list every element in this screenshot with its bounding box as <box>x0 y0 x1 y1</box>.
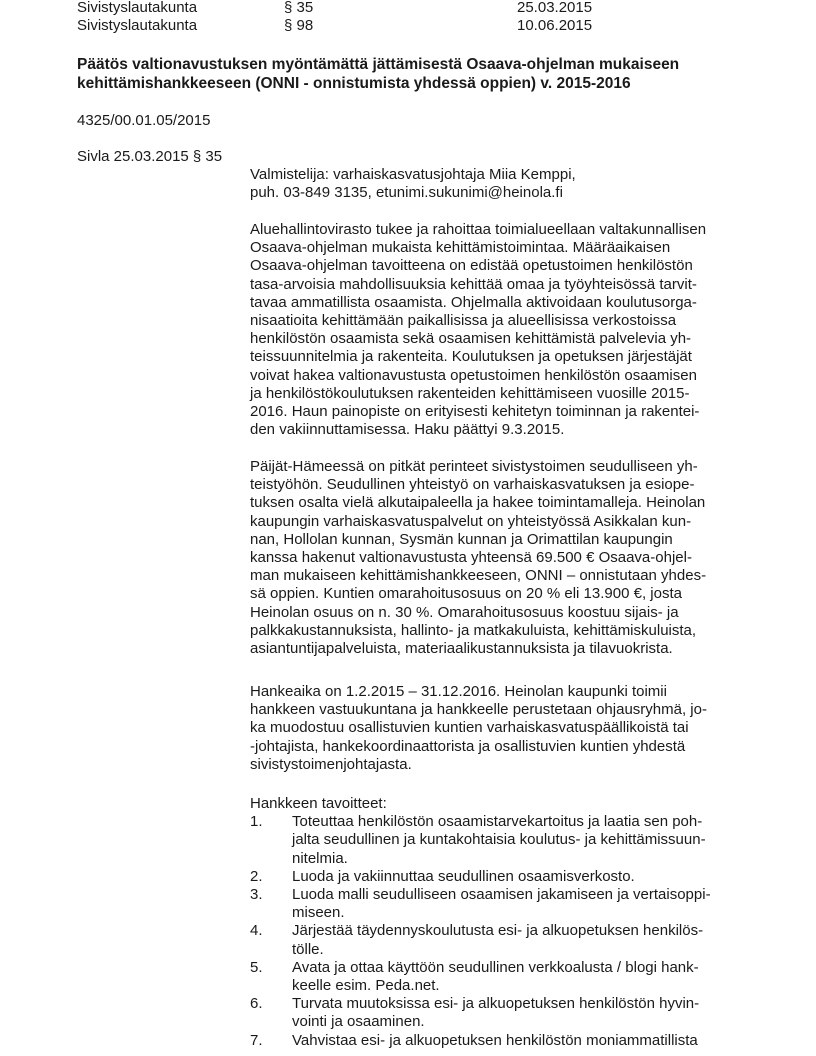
goal-line: Vahvistaa esi- ja alkuopetuksen henkilöstön moniammatillista <box>292 1031 698 1049</box>
goal-item <box>250 959 770 995</box>
goal-line: Turvata muutoksissa esi- ja alkuopetuksen henkilöstön hyvin- <box>292 995 700 1013</box>
record-number: 4325/00.01.05/2015 <box>77 112 211 129</box>
paragraph-line: palkkakustannuksista, hallinto- ja matkakuluista, kehittämiskuluista, <box>250 621 697 639</box>
goal-number: 6. <box>250 995 263 1013</box>
goal-text <box>292 886 770 922</box>
paragraph-funding <box>250 458 770 658</box>
history-row <box>77 17 717 35</box>
history-body: Sivistyslautakunta <box>77 0 198 16</box>
goal-text <box>292 922 770 958</box>
history-section: § 35 <box>284 0 314 16</box>
paragraph-line: den vakiinnuttamisessa. Haku päättyi 9.3.2015. <box>250 421 565 439</box>
goals-section <box>250 795 770 1050</box>
goal-item <box>250 995 770 1031</box>
paragraph-line: man mukaiseen kehittämishankkeeseen, ONNI – onnistutaan yhdes- <box>250 567 707 585</box>
meeting-reference: Sivla 25.03.2015 § 35 <box>77 148 223 165</box>
paragraph-line: Hankeaika on 1.2.2015 – 31.12.2016. Heinolan kaupunki toimii <box>250 683 667 700</box>
paragraph-line: Osaava-ohjelman tavoitteena on edistää opetustoimen henkilöstön <box>250 257 693 275</box>
paragraph-line: ka muodostuu osallistuvien kuntien varhaiskasvatuspäällikoistä tai <box>250 719 689 737</box>
goal-text <box>292 995 770 1031</box>
paragraph-line: ja henkilöstökoulutuksen rakenteiden kehittämiseen vuosille 2015- <box>250 384 690 402</box>
goal-item <box>250 886 770 922</box>
paragraph-line: sä oppien. Kuntien omarahoitusosuus on 20 % eli 13.900 €, josta <box>250 585 682 603</box>
preparer-line: Valmistelija: varhaiskasvatusjohtaja Miia Kemppi, <box>250 166 576 183</box>
goal-number: 4. <box>250 922 263 940</box>
goal-item <box>250 1032 770 1050</box>
history-section: § 98 <box>284 17 314 34</box>
paragraph-line: -johtajista, hankekoordinaattorista ja osallistuvien kuntien yhdestä <box>250 737 686 755</box>
paragraph-line: henkilöstön osaamista sekä osaamisen kehittämistä palvelevia yh- <box>250 330 692 348</box>
title-line: kehittämishankkeeseen (ONNI - onnistumista yhdessä oppien) v. 2015-2016 <box>77 75 631 92</box>
history-date: 25.03.2015 <box>517 0 593 16</box>
goal-text <box>292 959 770 995</box>
paragraph-line: asiantuntijapalveluista, materiaalikustannuksista ja tilavuokrista. <box>250 640 673 658</box>
goal-line: vointi ja osaaminen. <box>292 1013 425 1031</box>
paragraph-line: voivat hakea valtionavustusta opetustoimen henkilöstön osaamisen <box>250 366 697 384</box>
paragraph-line: sivistystoimenjohtajasta. <box>250 755 412 773</box>
paragraph-background <box>250 221 770 439</box>
goal-line: Luoda malli seudulliseen osaamisen jakamiseen ja vertaisoppi- <box>292 886 711 904</box>
goal-number: 5. <box>250 958 263 976</box>
goal-line: Järjestää täydennyskoulutusta esi- ja alkuopetuksen henkilös- <box>292 922 704 940</box>
goal-line: tölle. <box>292 940 324 958</box>
paragraph-line: Osaava-ohjelman mukaista kehittämistoimintaa. Määräaikaisen <box>250 239 671 257</box>
decision-title <box>77 55 737 93</box>
paragraph-line: tavaa ammatillista osaamista. Ohjelmalla aktivoidaan koulutusorga- <box>250 293 697 311</box>
goal-number: 1. <box>250 813 263 831</box>
goal-text <box>292 813 770 868</box>
paragraph-line: teistyöhön. Seudullinen yhteistyö on varhaiskasvatuksen ja esiope- <box>250 476 695 494</box>
paragraph-line: Aluehallintovirasto tukee ja rahoittaa toimialueellaan valtakunnallisen <box>250 221 707 238</box>
history-row <box>77 0 717 17</box>
paragraph-line: kanssa hakenut valtionavustusta yhteensä 69.500 € Osaava-ohjel- <box>250 549 692 567</box>
goal-line: nitelmia. <box>292 849 348 867</box>
goal-line: jalta seudullinen ja kuntakohtaisia koulutus- ja kehittämissuun- <box>292 831 706 849</box>
goal-line: keelle esim. Peda.net. <box>292 977 440 995</box>
paragraph-line: tasa-arvoisia mahdollisuuksia kehittää omaa ja työyhteisössä tarvit- <box>250 275 697 293</box>
paragraph-line: nisaatioita kehittämään paikallisissa ja alueellisissa verkostoissa <box>250 312 677 330</box>
paragraph-line: hankkeen vastuukuntana ja hankkeelle perustetaan ohjausryhmä, jo- <box>250 701 707 719</box>
goal-item <box>250 922 770 958</box>
history-date: 10.06.2015 <box>517 17 593 34</box>
goal-item <box>250 868 770 886</box>
goal-item <box>250 813 770 868</box>
goal-line: Luoda ja vakiinnuttaa seudullinen osaamisverkosto. <box>292 867 635 885</box>
paragraph-line: kaupungin varhaiskasvatuspalvelut on yhteistyössä Asikkalan kun- <box>250 512 692 530</box>
goal-number: 3. <box>250 886 263 904</box>
paragraph-line: tuksen osalta vielä alkutaipaleella ja hakee toimintamalleja. Heinolan <box>250 494 706 512</box>
paragraph-timeline <box>250 683 770 774</box>
paragraph-line: teissuunnitelmia ja rakenteita. Koulutuksen ja opetuksen järjestäjät <box>250 348 692 366</box>
goal-line: Avata ja ottaa käyttöön seudullinen verkkoalusta / blogi hank- <box>292 958 699 976</box>
goal-text <box>292 1032 770 1050</box>
paragraph-line: Heinolan osuus on n. 30 %. Omarahoitusosuus koostuu sijais- ja <box>250 603 679 621</box>
preparer-line: puh. 03-849 3135, etunimi.sukunimi@heinola.fi <box>250 184 563 202</box>
paragraph-line: Päijät-Hämeessä on pitkät perinteet sivistystoimen seudulliseen yh- <box>250 458 698 475</box>
goal-number: 2. <box>250 867 263 885</box>
preparer-info <box>250 166 770 202</box>
goals-heading: Hankkeen tavoitteet: <box>250 795 387 812</box>
goal-text <box>292 868 770 886</box>
history-body: Sivistyslautakunta <box>77 17 198 34</box>
title-line: Päätös valtionavustuksen myöntämättä jättämisestä Osaava-ohjelman mukaiseen <box>77 56 680 73</box>
goal-number: 7. <box>250 1031 263 1049</box>
paragraph-line: 2016. Haun painopiste on erityisesti kehitetyn toiminnan ja rakentei- <box>250 403 700 421</box>
goal-line: Toteuttaa henkilöstön osaamistarvekartoitus ja laatia sen poh- <box>292 813 703 831</box>
goal-line: miseen. <box>292 904 345 922</box>
goals-list <box>250 813 770 1050</box>
paragraph-line: nan, Hollolan kunnan, Sysmän kunnan ja Orimattilan kaupungin <box>250 530 673 548</box>
